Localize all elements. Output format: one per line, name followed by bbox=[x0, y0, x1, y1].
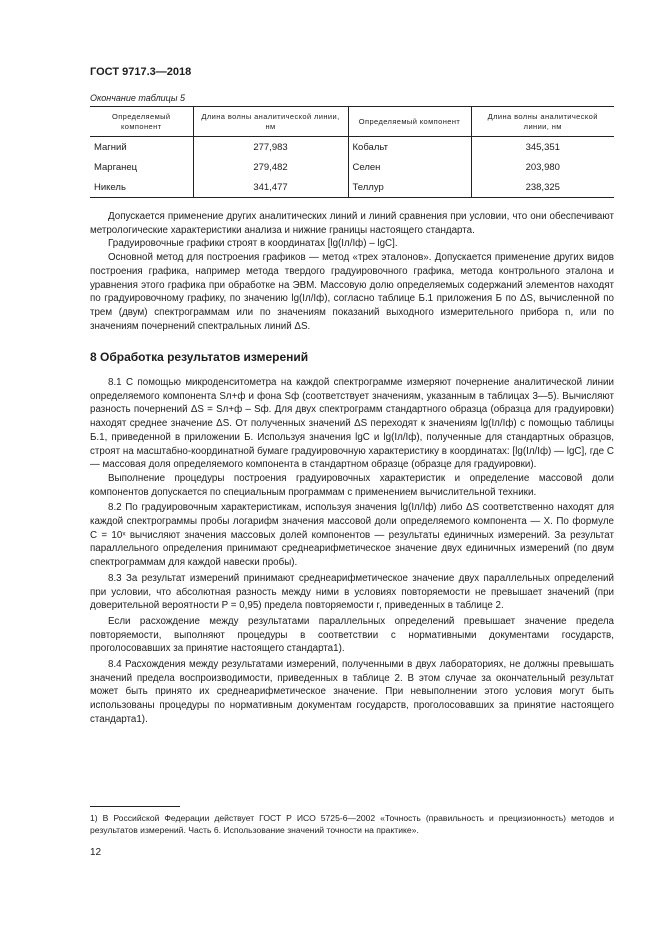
section-heading: 8 Обработка результатов измерений bbox=[90, 350, 309, 364]
wavelength-table bbox=[90, 106, 614, 198]
table-row bbox=[90, 177, 614, 198]
table-cell: Кобальт bbox=[348, 137, 471, 158]
footnote-divider bbox=[90, 806, 180, 807]
page-number: 12 bbox=[90, 847, 102, 858]
table-cell: 277,983 bbox=[193, 137, 348, 158]
paragraph: 8.4 Расхождения между результатами измерений, полученными в двух лабораториях, не должны превышать значений предела воспроизводимости, приведенных в таблице 2. В этом случае за окончательный результат может быть принято их среднеарифметическое значение. При невыполнении этого условия могут быть использованы процедуры по нормативным документам государств, проголосовавших за принятие настоящего стандарта1). bbox=[90, 659, 614, 725]
paragraph: 8.1 С помощью микроденситометра на каждой спектрограмме измеряют почернение аналитической линии определяемого компонента Sл+ф и фона Sф (соответствует значениям, указанным в таблицах 3—5). Вычисляют разность почернений ΔS = Sл+ф – Sф. Для двух спектрограмм стандартного образца (образца для градуировки) находят среднее значение ΔS. От полученных значений ΔS переходят к значениям lg(Iл/Iф) с помощью таблицы Б.1, приведенной в приложении Б. Используя значения lgC и lg(Iл/Iф), полученные для стандартных образцов, строят на масштабно-координатной бумаге градуировочную характеристику в координатах: [lg(Iл/Iф) — lgC], где C — массовая доля определяемого компонента в стандартном образце (образце для градуировки). bbox=[90, 377, 614, 471]
table-cell: Селен bbox=[348, 157, 471, 177]
table-cell: Марганец bbox=[90, 157, 193, 177]
column-header: Длина волны аналитической линии, нм bbox=[193, 107, 348, 137]
paragraph: 8.2 По градуировочным характеристикам, используя значения lg(Iл/Iф) либо ΔS соответственно находят для каждой спектрограммы пробы логарифм значения массовой доли определяемого компонента — X. По формуле C = 10ˣ вычисляют значения массовых долей компонентов — результаты единичных измерений. За результат параллельного определения принимают среднеарифметическое значение двух единичных измерений (по двум спектрограммам для каждой навески пробы). bbox=[90, 502, 614, 569]
body-text-block bbox=[90, 210, 614, 333]
table-cell: 279,482 bbox=[193, 157, 348, 177]
table-cell: 345,351 bbox=[525, 141, 560, 153]
table-caption: Окончание таблицы 5 bbox=[90, 93, 185, 103]
section-body bbox=[90, 376, 614, 727]
column-header: Длина волны аналитической линии, нм bbox=[471, 107, 614, 137]
document-header: ГОСТ 9717.3—2018 bbox=[90, 66, 192, 78]
table-row bbox=[90, 137, 614, 158]
table-cell: 238,325 bbox=[471, 177, 614, 198]
footnote: 1) В Российской Федерации действует ГОСТ Р ИСО 5725-6—2002 «Точность (правильность и прецизионность) методов и результатов измерений. Часть 6. Использование значений точности на практике». bbox=[90, 813, 614, 835]
table-header-row bbox=[90, 107, 614, 137]
paragraph: Выполнение процедуры построения градуировочных характеристик и определение массовой доли компонентов допускается по специальным программам с применением вычислительной техники. bbox=[90, 472, 614, 498]
table-cell: Теллур bbox=[348, 177, 471, 198]
table-cell: Магний bbox=[90, 137, 193, 158]
paragraph: 8.3 За результат измерений принимают среднеарифметическое значение двух параллельных определений при условии, что абсолютная разность между ними в условиях повторяемости не превышает значений (при доверительной вероятности P = 0,95) предела повторяемости r, приведенных в таблице 2. bbox=[90, 572, 614, 612]
table-cell: 341,477 bbox=[193, 177, 348, 198]
column-header: Определяемый компонент bbox=[348, 107, 471, 137]
paragraph: Основной метод для построения графиков — метод «трех эталонов». Допускается применение других видов построения графика, например метода твердого градуировочного графика, метода контрольного эталона и уравнения этого графика при обработке на ЭВМ. Массовую долю определяемых содержаний элементов находят по градуировочному графику, по значению lg(Iл/Iф), согласно таблице Б.1 приложения Б по ΔS, вычисленной по трем (двум) спектрограммам или по значениям показаний выходного измерительного прибора n, или по значениям почернений спектральных линий ΔS. bbox=[90, 252, 614, 332]
paragraph: Если расхождение между результатами параллельных определений превышает значение предела повторяемости, выполняют процедуры в соответствии с нормативными документами государств, проголосовавших за принятие настоящего стандарта1). bbox=[90, 615, 614, 655]
table-row bbox=[90, 157, 614, 177]
table-cell: 203,980 bbox=[525, 161, 560, 173]
paragraph: Допускается применение других аналитических линий и линий сравнения при условии, что они обеспечивают метрологические характеристики анализа и нижние границы настоящего стандарта. bbox=[90, 211, 614, 236]
column-header: Определяемый компонент bbox=[90, 107, 193, 137]
table-cell: Никель bbox=[90, 177, 193, 198]
paragraph: Градуировочные графики строят в координатах [lg(Iл/Iф) – lgC]. bbox=[108, 238, 398, 250]
